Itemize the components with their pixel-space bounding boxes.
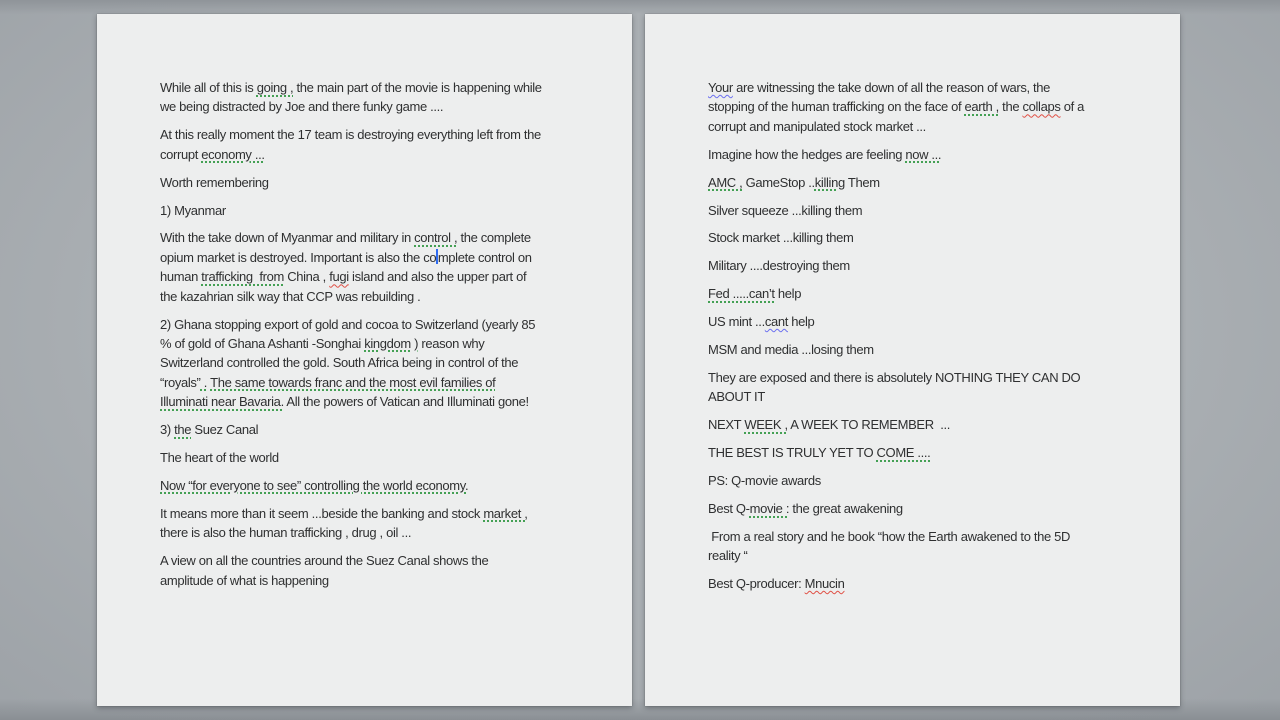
paragraph — [708, 312, 1166, 331]
text-line — [708, 284, 1166, 303]
text-run: US mint ... — [708, 314, 765, 330]
text-line — [708, 117, 1166, 136]
text-run: we being distracted by Joe and there funky game .... — [160, 99, 444, 115]
text-run: the kazahrian silk way that CCP was rebuilding . — [160, 288, 421, 304]
text-run: THE BEST IS TRULY YET TO — [708, 445, 877, 461]
paragraph — [708, 78, 1166, 136]
grammar-flagged-phrase: the — [174, 422, 192, 438]
grammar-flagged-phrase: . — [200, 374, 208, 390]
paragraph — [708, 256, 1166, 275]
text-line — [708, 415, 1166, 434]
text-run: of a — [1060, 99, 1085, 115]
text-run: Best Q- — [708, 501, 750, 516]
text-run: there is also the human trafficking , drug , oil ... — [160, 525, 412, 541]
text-line — [708, 312, 1166, 331]
grammar-flagged-phrase: control , — [414, 230, 458, 246]
paragraph — [160, 315, 618, 412]
text-line — [160, 392, 618, 411]
grammar-flagged-phrase: killing — [814, 174, 845, 190]
text-run: the great awakening — [789, 501, 903, 516]
paragraph — [708, 340, 1166, 359]
text-run: corrupt — [160, 146, 202, 162]
text-run: “royals” — [160, 374, 201, 390]
text-run: ABOUT IT — [708, 389, 765, 405]
grammar-flagged-phrase: WEEK , — [744, 417, 788, 433]
document-page-left[interactable] — [97, 14, 632, 706]
paragraph — [160, 476, 618, 495]
text-run: help — [774, 286, 802, 302]
paragraph — [708, 201, 1166, 220]
text-line — [160, 551, 618, 570]
text-run: Military ....destroying them — [708, 258, 850, 274]
text-line — [160, 448, 618, 467]
text-line — [708, 78, 1166, 97]
text-run: PS: Q-movie awards — [708, 473, 821, 489]
text-run: Imagine how the hedges are feeling — [708, 146, 906, 162]
text-run: It means more than it seem ...beside the banking and stock — [160, 505, 484, 521]
text-line — [160, 97, 618, 116]
paragraph — [708, 443, 1166, 462]
grammar-flagged-phrase: Fed .....can’t — [708, 286, 775, 302]
text-run: A view on all the countries around the Suez Canal shows the — [160, 553, 489, 569]
text-line — [160, 201, 618, 220]
text-run: help — [788, 314, 815, 330]
text-run: mplete control on — [437, 249, 532, 265]
text-run: the complete — [457, 230, 531, 246]
text-run: 2) Ghana stopping export of gold and cocoa to Switzerland (yearly 85 — [160, 316, 536, 332]
paragraph — [160, 173, 618, 192]
autocorrect-flagged-word: cant — [764, 314, 788, 330]
text-line — [160, 315, 618, 334]
grammar-flagged-phrase: going , — [256, 80, 294, 95]
text-run: Silver squeeze ...killing them — [708, 202, 863, 218]
paragraph — [708, 228, 1166, 247]
misspelled-word: fugi — [329, 269, 349, 285]
text-line — [708, 471, 1166, 490]
grammar-flagged-phrase: Illuminati near Bavaria. — [160, 394, 284, 410]
text-run: They are exposed and there is absolutely NOTHING THEY CAN DO — [708, 369, 1081, 385]
text-run: Worth remembering — [160, 174, 269, 190]
grammar-flagged-phrase: COME .... — [876, 445, 931, 461]
text-run: While all of this is — [160, 80, 257, 95]
text-run: Them — [844, 174, 880, 190]
text-run: From a real story and he book “how the Earth awakened to the 5D — [708, 528, 1071, 544]
text-line — [708, 145, 1166, 164]
text-line — [160, 173, 618, 192]
text-line — [160, 334, 618, 353]
text-run: corrupt and manipulated stock market ... — [708, 118, 926, 134]
text-line — [160, 373, 618, 392]
text-line — [708, 173, 1166, 192]
text-line — [160, 267, 618, 286]
grammar-flagged-phrase: market , — [483, 505, 528, 521]
text-line — [160, 78, 618, 97]
text-line — [708, 97, 1166, 116]
text-line — [708, 546, 1166, 565]
paragraph — [160, 78, 618, 117]
text-run: the main part of the movie is happening while — [293, 80, 542, 95]
paragraph — [160, 125, 618, 164]
text-line — [160, 228, 618, 247]
text-run: stopping of the human trafficking on the face of — [708, 99, 965, 115]
text-line — [160, 125, 618, 144]
paragraph — [708, 527, 1166, 566]
paragraph — [708, 145, 1166, 164]
grammar-flagged-phrase: movie : — [749, 501, 790, 516]
text-run: are witnessing the take down of all the reason of wars, the — [732, 80, 1051, 95]
paragraph — [160, 551, 618, 590]
paragraph — [160, 504, 618, 543]
grammar-flagged-phrase: now ... — [905, 146, 942, 162]
text-line — [160, 504, 618, 523]
text-run: Stock market ...killing them — [708, 230, 854, 246]
text-run: The heart of the world — [160, 450, 279, 465]
text-line — [708, 499, 1166, 518]
text-line — [708, 340, 1166, 359]
text-line — [708, 368, 1166, 387]
text-line — [160, 145, 618, 164]
grammar-flagged-phrase: earth , — [964, 99, 999, 115]
text-line — [708, 201, 1166, 220]
autocorrect-flagged-word: Your — [708, 80, 733, 95]
paragraph — [160, 448, 618, 467]
text-run: Best Q-producer: — [708, 576, 805, 592]
text-line — [160, 287, 618, 306]
grammar-flagged-phrase: The same towards franc and the most evil families of — [210, 374, 496, 390]
misspelled-word: Mnucin — [804, 576, 845, 592]
grammar-flagged-phrase: kingdom ) — [364, 335, 419, 351]
paragraph — [708, 499, 1166, 518]
text-run: opium market is destroyed. Important is also the co — [160, 249, 437, 265]
text-run: At this really moment the 17 team is destroying everything left from the — [160, 127, 541, 143]
text-line — [708, 443, 1166, 462]
grammar-flagged-phrase: Now “for everyone to see” controlling the world economy. — [160, 477, 469, 493]
paragraph — [708, 574, 1166, 593]
text-run: amplitude of what is happening — [160, 572, 329, 588]
paragraph — [708, 415, 1166, 434]
text-run: reality “ — [708, 548, 748, 564]
text-line — [160, 248, 618, 267]
text-run: A WEEK TO REMEMBER ... — [787, 417, 951, 433]
paragraph — [160, 201, 618, 220]
text-run: reason why — [418, 335, 485, 351]
paragraph — [160, 420, 618, 439]
text-run: island and also the upper part of — [348, 269, 527, 285]
paragraph — [708, 471, 1166, 490]
text-line — [160, 420, 618, 439]
text-line — [708, 228, 1166, 247]
text-run: human — [160, 269, 202, 285]
misspelled-word: collaps — [1022, 99, 1061, 115]
paragraph — [708, 284, 1166, 303]
paragraph — [708, 173, 1166, 192]
text-run: % of gold of Ghana Ashanti -Songhai — [160, 335, 365, 351]
paragraph — [708, 368, 1166, 407]
text-run: the — [998, 99, 1023, 115]
text-line — [708, 387, 1166, 406]
text-line — [160, 353, 618, 372]
text-run: Switzerland controlled the gold. South Africa being in control of the — [160, 355, 519, 371]
text-run: 3) — [160, 422, 175, 438]
text-line — [160, 571, 618, 590]
text-run: MSM and media ...losing them — [708, 342, 874, 358]
paragraph — [160, 228, 618, 306]
text-run: Suez Canal — [191, 422, 259, 438]
text-run: 1) Myanmar — [160, 202, 226, 218]
grammar-flagged-phrase: trafficking from — [201, 269, 284, 285]
text-line — [160, 523, 618, 542]
text-run: All the powers of Vatican and Illuminati gone! — [283, 394, 529, 410]
text-line — [708, 574, 1166, 593]
text-line — [160, 476, 618, 495]
grammar-flagged-phrase: AMC , — [708, 174, 743, 190]
grammar-flagged-phrase: economy ... — [201, 146, 265, 162]
text-run: GameStop .. — [742, 174, 815, 190]
document-page-right[interactable] — [645, 14, 1180, 706]
text-run: NEXT — [708, 417, 745, 433]
text-line — [708, 256, 1166, 275]
text-line — [708, 527, 1166, 546]
text-run: With the take down of Myanmar and military in — [160, 230, 415, 246]
text-run: China , — [283, 269, 330, 285]
